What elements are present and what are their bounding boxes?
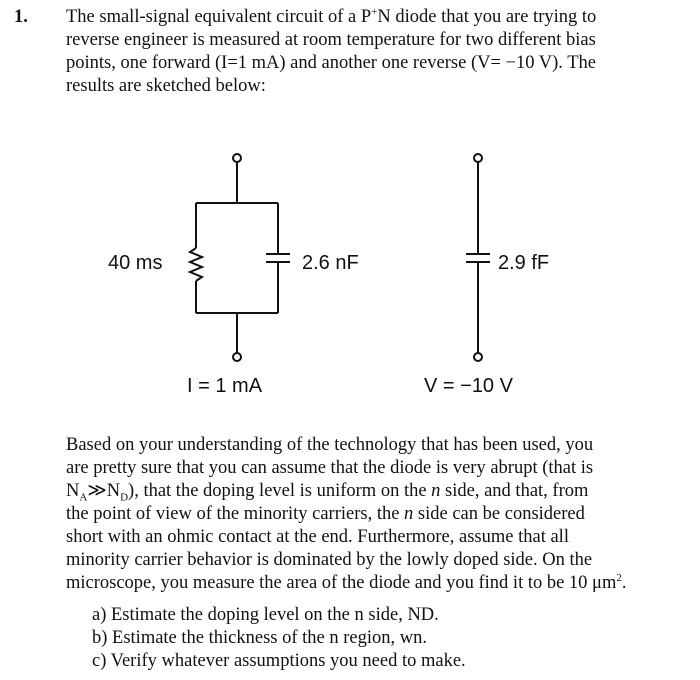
intro-line-3: points, one forward (I=1 mA) and another one reverse (V= −10 V). The	[66, 53, 596, 73]
task-item-c: c) Verify whatever assumptions you need to make.	[92, 651, 466, 671]
reverse-top-terminal	[474, 154, 482, 162]
reverse-bias-label: V = −10 V	[424, 375, 513, 397]
resistor-label: 40 ms	[108, 252, 163, 274]
intro-line-2: reverse engineer is measured at room temperature for two different bias	[66, 30, 596, 50]
forward-capacitor-label: 2.6 nF	[302, 252, 359, 274]
reverse-capacitor-label: 2.9 fF	[498, 252, 550, 274]
body-line-6: minority carrier behavior is dominated by the lowly doped side. On the	[66, 550, 593, 570]
task-list	[92, 604, 466, 673]
reverse-bias-circuit	[466, 154, 490, 361]
task-item-b: b) Estimate the thickness of the n region, wn.	[92, 628, 427, 648]
intro-line-4: results are sketched below:	[66, 76, 266, 96]
task-item-a: a) Estimate the doping level on the n side, ND.	[92, 605, 439, 625]
body-line-5: short with an ohmic contact at the end. Furthermore, assume that all	[66, 527, 569, 547]
forward-bottom-terminal	[233, 353, 241, 361]
body-line-3: $N_A≫N_D$), that the doping level is uniform on the n side, and that, from	[66, 481, 589, 504]
question-number: 1.	[14, 7, 28, 27]
forward-bias-circuit	[190, 154, 290, 361]
body-line-7: microscope, you measure the area of the diode and you find it to be 10 $\mu m^2$.	[66, 571, 627, 593]
intro-line-1: The small-signal equivalent circuit of a P+N diode that you are trying to	[66, 5, 597, 27]
forward-bias-label: I = 1 mA	[187, 375, 263, 397]
assumptions-paragraph	[66, 434, 692, 595]
body-line-4: the point of view of the minority carriers, the n side can be considered	[66, 504, 585, 524]
body-line-2: are pretty sure that you can assume that the diode is very abrupt (that is	[66, 458, 594, 478]
reverse-bottom-terminal	[474, 353, 482, 361]
body-line-1: Based on your understanding of the technology that has been used, you	[66, 435, 594, 455]
forward-top-terminal	[233, 154, 241, 162]
resistor-symbol	[190, 248, 202, 281]
